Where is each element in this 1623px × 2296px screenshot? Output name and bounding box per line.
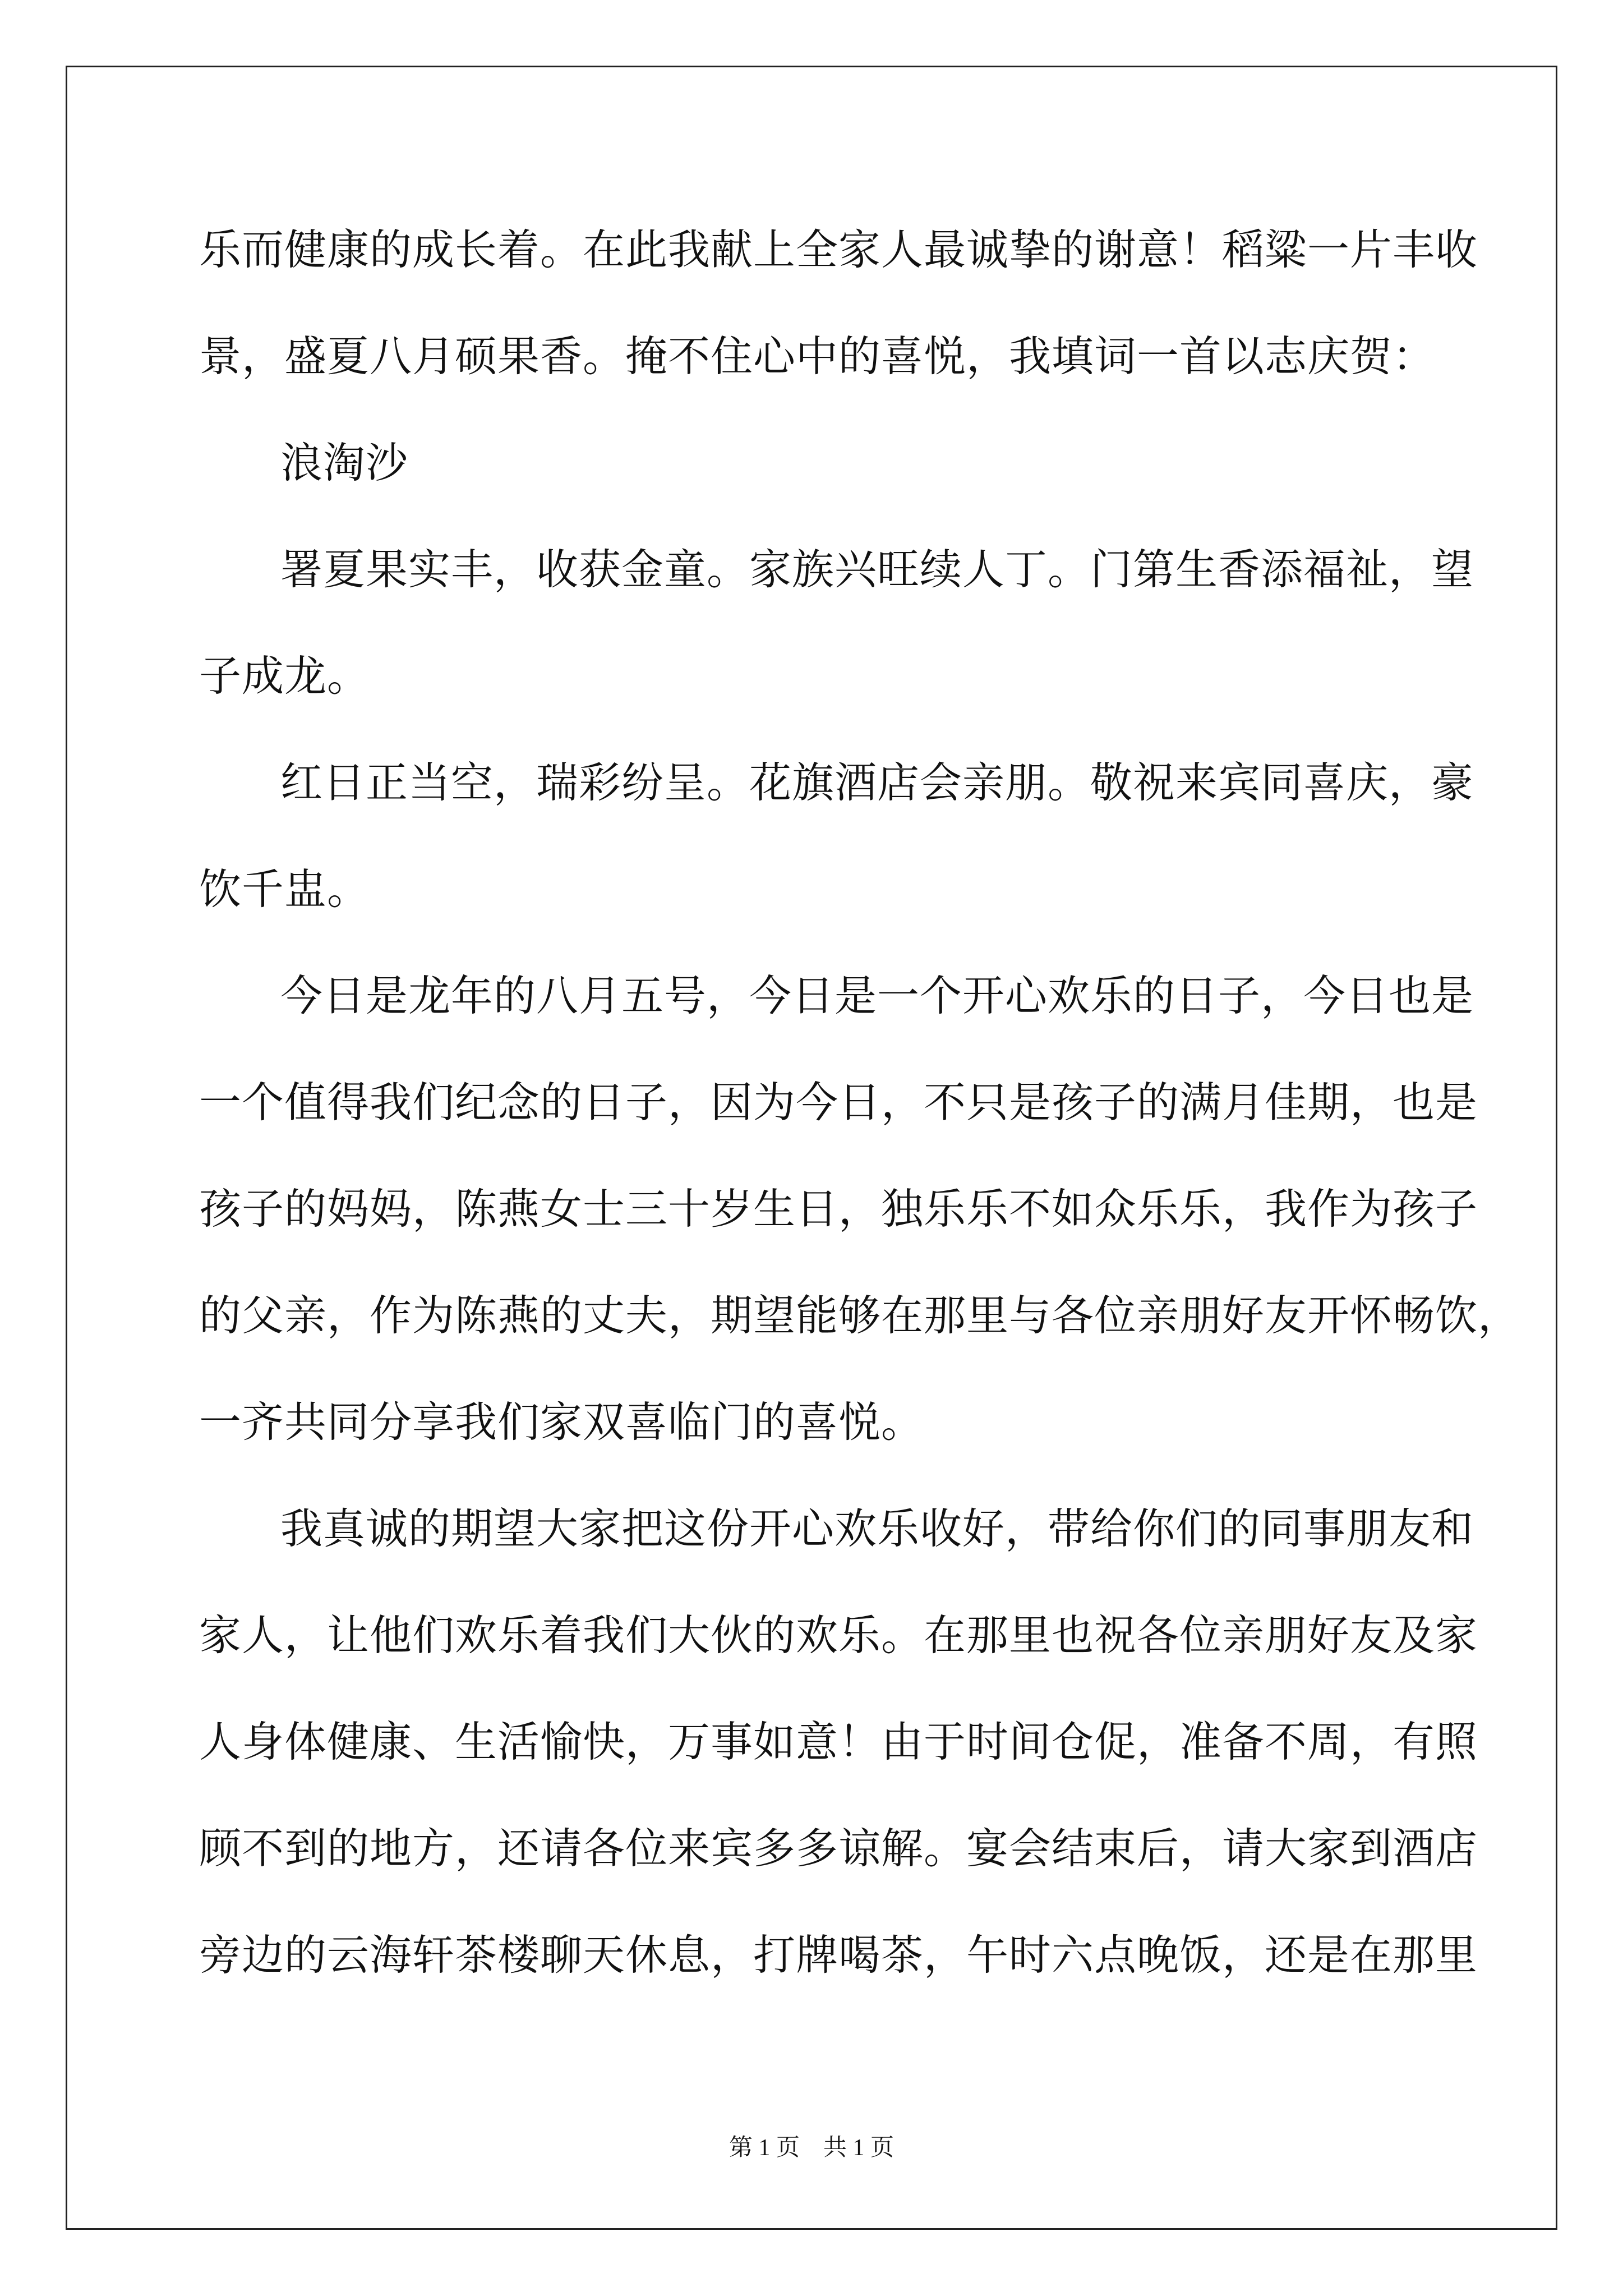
text-line: 旁边的云海轩茶楼聊天休息，打牌喝茶，午时六点晚饭，还是在那里 bbox=[199, 1930, 1478, 1980]
text-line: 我真诚的期望大家把这份开心欢乐收好，带给你们的同事朋友和 bbox=[280, 1504, 1474, 1553]
text-line: 署夏果实丰，收获金童。家族兴旺续人丁。门第生香添福祉，望 bbox=[280, 545, 1474, 594]
text-line: 子成龙。 bbox=[199, 651, 370, 701]
text-line: 孩子的妈妈，陈燕女士三十岁生日，独乐乐不如众乐乐，我作为孩子 bbox=[199, 1184, 1478, 1234]
text-line: 景，盛夏八月硕果香。掩不住心中的喜悦，我填词一首以志庆贺： bbox=[199, 332, 1436, 381]
text-line: 人身体健康、生活愉快，万事如意！由于时间仓促，准备不周，有照 bbox=[199, 1717, 1478, 1766]
text-line: 红日正当空，瑞彩纷呈。花旗酒店会亲朋。敬祝来宾同喜庆，豪 bbox=[280, 758, 1474, 807]
text-line: 乐而健康的成长着。在此我献上全家人最诚挚的谢意！稻粱一片丰收 bbox=[199, 225, 1478, 274]
text-line: 家人，让他们欢乐着我们大伙的欢乐。在那里也祝各位亲朋好友及家 bbox=[199, 1611, 1478, 1660]
text-line: 一个值得我们纪念的日子，因为今日，不只是孩子的满月佳期，也是 bbox=[199, 1078, 1478, 1127]
poem-title: 浪淘沙 bbox=[280, 438, 409, 487]
text-line: 一齐共同分享我们家双喜临门的喜悦。 bbox=[199, 1397, 924, 1447]
text-line: 今日是龙年的八月五号，今日是一个开心欢乐的日子，今日也是 bbox=[280, 971, 1474, 1020]
text-line: 的父亲，作为陈燕的丈夫，期望能够在那里与各位亲朋好友开怀畅饮， bbox=[199, 1291, 1521, 1340]
document-body bbox=[199, 219, 1521, 2031]
page-number-footer: 第 1 页 共 1 页 bbox=[728, 2135, 894, 2161]
text-line: 饮千盅。 bbox=[199, 864, 370, 914]
text-line: 顾不到的地方，还请各位来宾多多谅解。宴会结束后，请大家到酒店 bbox=[199, 1824, 1478, 1873]
